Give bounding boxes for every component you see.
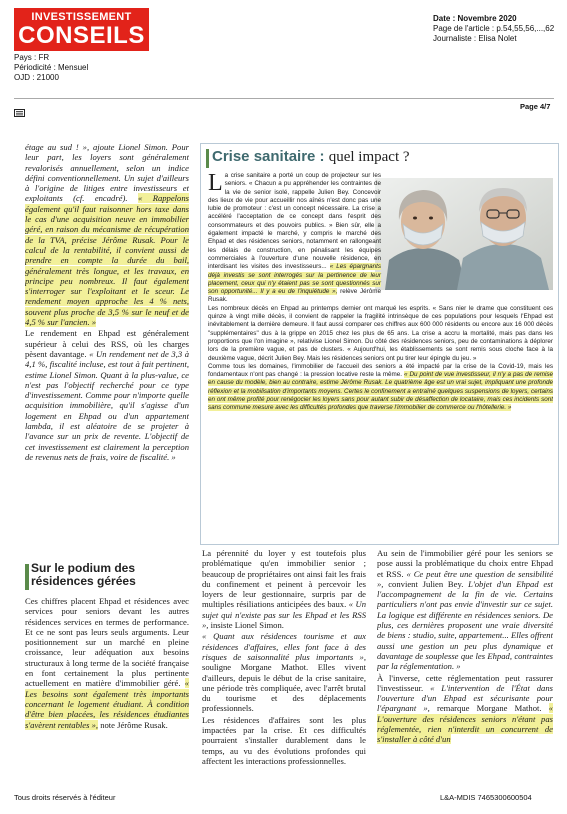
box-title-question: quel impact ? — [328, 149, 410, 165]
col1-p1a: étage au sud ! », ajoute Lionel Simon. Pour leur part, les loyers sont généralement revalorisés annuellement, selon un indice défini conventionnellement. Un sujet d'ailleurs à l'origine de litiges entre investisseurs et exploitants (cf. encadré). — [25, 142, 189, 204]
col1-p3c: note Jérôme Rusak. — [100, 719, 168, 730]
col2-p2-quote: « Quant aux résidences tourisme et aux résidences d'affaires, elles font face à des risques de saisonnalité plus importants », — [202, 631, 366, 662]
box-p3-highlight: « Du point de vue investisseur, il n'y a pas de remise en cause du modèle, bien au contraire, estime Jérôme Rusak. Le quatrième âge est un vrai sujet, impliquant une profonde réflexion et la mobilisation d'importants moyens. Certes le confinement a entraîné quelques suspensions de loyers, certains en ont même profité pour renégocier les loyers sans pour autant subir de désaffection de locataire, mais ces incidents sont sans commune mesure avec les difficultés profondes que traverse l'immobilier de commerce ou l'hôtellerie. » — [208, 371, 553, 412]
ojd: OJD : 21000 — [14, 73, 59, 82]
col2-p2: souligne Morgane Mathot. Elles vivent d'ailleurs, depuis le début de la crise sanitaire, une période très compliquée, avec l'arrêt brutal du tourisme et des déplacements professionnels. — [202, 662, 366, 714]
col1-p1b: « Rappelons également qu'il faut raisonner hors taxe dans le cas d'une acquisition neuve en immobilier géré, en raison du mécanisme de récupération de la TVA, précise Jérôme Rusak. Pour le calcul de la rentabilité, il convient aussi de prendre en compte la durée du bail, généralement très longue, et les travaux, en principe peu nombreux. Il faut également s'interroger sur l'exploitant et le sceur. Le rendement moyen approche les 4 % nets, souvent plus proche de 3,5 % sur le neuf et de 4,5 % sur l'ancien. » — [25, 193, 189, 328]
periodicity: Périodicité : Mensuel — [14, 63, 89, 72]
box-p1: a crise sanitaire a porté un coup de projecteur sur les seniors. « Chacun a pu appréhender les contraintes de la vie de senior isolé, rappelle Julien Bey. Concevoir des lieux de vie pour accueillir nos aînés n'est donc pas une lubie de promoteur : c'est un concept nécessaire. La crise a accéléré l'acceptation de ce concept dans l'esprit des consommateurs et des pouvoirs publics. » Bien sûr, elle a également impacté le marché, y compris le marché des Ehpad et des résidences seniors, notamment en rallongeant les délais de construction, en pénalisant les équipes commerciales à l'ouverture d'une nouvelle résidence, en interdisant les visites des investisseurs... — [208, 172, 381, 271]
article-meta — [433, 14, 563, 44]
box-p1-highlight: « Les épargnants déjà investis se sont interrogés sur la pertinence de leur placement, ceux qui n'y étaient pas se sont questionnés sur son opportunité... Il y a eu de l'inquiétude », — [208, 263, 381, 296]
box-p2: Les nombreux décès en Ehpad au printemps dernier ont marqué les esprits. « Sans nier le drame que constituent ces quinze à vingt mille décès, il convient de rappeler la fragilité intrinsèque de ces populations pour lesquels l'Ehpad est inévitablement la dernière demeure. Il faut aussi comparer ces chiffres aux 600 000 résidents ou encore aux 16 000 décès "supplémentaires" dus à la grippe en 2015 chez les plus de 65 ans. La crise a accru la mortalité, mais pas dans les proportions que l'on imagine », relativise Lionel Simon. Du côté des résidences seniors, peu de contaminations à déplorer lors de la première vague, et pas de clusters. « Aujourd'hui, les établissements se sont remis sous cloche face à la deuxième vague, décrit Julien Bey. Mais les résidences seniors ont pu tirer leur épingle du jeu. » — [208, 304, 553, 362]
box-dropcap: L — [208, 172, 223, 196]
col3-p2-quote: L'objet d'un Ehpad est l'accompagnement de la fin de vie. Certains particuliers n'ont pas envie d'investir sur ce sujet. La logique est différente en résidences seniors. De plus, ces dernières proposent une vraie diversité de biens : studio, suite, appartement... Elles offrent aussi une gestion un peu plus dynamique et davantage de souplesse que les Ehpad, contraintes par la réglementation. » — [377, 578, 553, 672]
col3-p1: Au sein de l'immobilier géré pour les seniors se pose aussi la problématique du choix entre Ehpad et RSS. — [377, 548, 553, 579]
masthead-meta — [14, 53, 88, 83]
col2-p1: La pérennité du loyer y est toutefois plus problématique qu'en immobilier senior ; beaucoup de propriétaires ont ainsi fait les frais du confinement et peinent à percevoir les loyers de leur gestionnaire, surpris par de multiples résiliations anticipées des baux. — [202, 548, 366, 610]
journalist: Journaliste : Elisa Nolet — [433, 34, 517, 43]
col3-p4-highlight: « L'ouverture des résidences seniors n'étant pas réglementée, rien n'interdit un concurrent de s'installer à côté d'un — [377, 703, 553, 745]
box-p1-end: relève Jérôme Rusak. — [208, 288, 381, 304]
box-p3: Comme tous les domaines, l'immobilier de l'accueil des seniors a été impacté par la crise de la Covid-19, mais les fondamentaux n'ont pas changé : la pression locative reste la même. — [208, 362, 553, 379]
col3-p1-end: convient Julien Bey. — [388, 578, 464, 589]
footer-copyright: Tous droits réservés à l'éditeur — [14, 793, 116, 802]
page-indicator: Page 4/7 — [520, 102, 551, 111]
subheading-bar — [25, 564, 29, 590]
col2-p1-quote: « Un sujet qui n'existe pas sur les Ehpad et les RSS », — [202, 599, 366, 631]
box-body — [208, 172, 553, 540]
col1-p3b: « Les besoins sont également très importants concernant le logement étudiant. À condition d'être bien placées, les résidences étudiantes s'avèrent rentables », — [25, 678, 189, 730]
photo-spacer — [381, 172, 553, 290]
col2-p3: Les résidences d'affaires sont les plus impactées par la crise. Et ces difficultés pourraient s'installer durablement dans le temps, au vu des évolutions profondes qui affectent les interactions professionnelles. — [202, 714, 366, 766]
col3-p1-quote: « Ce peut être une question de sensibilité », — [377, 568, 553, 589]
box-title — [212, 148, 432, 166]
col1-p2a: Le rendement en Ehpad est généralement supérieur à celui des RSS, où les charges pèsent davantage. — [25, 328, 189, 359]
column-1-bottom — [25, 596, 189, 784]
column-1 — [25, 142, 189, 562]
logo-line1: INVESTISSEMENT — [31, 11, 132, 23]
col1-p2b: « Un rendement net de 3,3 à 4,1 %, fiscalité incluse, est tout à fait pertinent, estime Lionel Simon. Quant à la plus-value, ce n'est pas l'objectif recherché pour ce type d'investissement. Comme pour n'importe quelle acquisition immobilière, qu'il s'agisse d'un logement en Ehpad ou d'un appartement lambda, il est aléatoire de se projeter à l'avance sur un prix de revente. L'objectif de cet investissement est clairement la perception de revenus nets de frais, voire de fiscalité. » — [25, 348, 189, 462]
article-pages: Page de l'article : p.54,55,56,...,62 — [433, 24, 555, 33]
top-rule — [14, 98, 554, 99]
col3-p3-quote: « L'intervention de l'État dans l'ouverture d'un Ehpad est sécurisante pour l'épargnant », — [377, 682, 553, 714]
publication-logo — [14, 8, 149, 51]
col3-p3-end: remarque Morgane Mathot. — [436, 703, 542, 714]
footer-reference: L&A-MDIS 7465300600504 — [440, 793, 532, 802]
newspaper-icon — [14, 102, 25, 110]
col1-p3a: Ces chiffres placent Ehpad et résidences avec services pour seniors devant les autres résidences services en termes de performance. Et ce ne sont pas leurs seuls arguments. Leur positionnement sur un marché en pleine croissance, leur adéquation aux besoins structuraux à long terme de la société française en font certainement la plus pertinente actuellement en matière d'immobilier géré. — [25, 596, 189, 689]
logo-line2: CONSEILS — [18, 22, 145, 49]
subheading: Sur le podium des résidences gérées — [31, 561, 136, 588]
column-2 — [202, 548, 366, 784]
column-3 — [377, 548, 553, 784]
box-title-bar — [206, 149, 209, 168]
box-title-main: Crise sanitaire : — [212, 148, 325, 165]
col3-p3: À l'inverse, cette réglementation peut rassurer l'investisseur. — [377, 672, 553, 693]
country: Pays : FR — [14, 53, 50, 62]
date: Date : Novembre 2020 — [433, 14, 517, 23]
col2-p1-end: insiste Lionel Simon. — [210, 620, 284, 631]
